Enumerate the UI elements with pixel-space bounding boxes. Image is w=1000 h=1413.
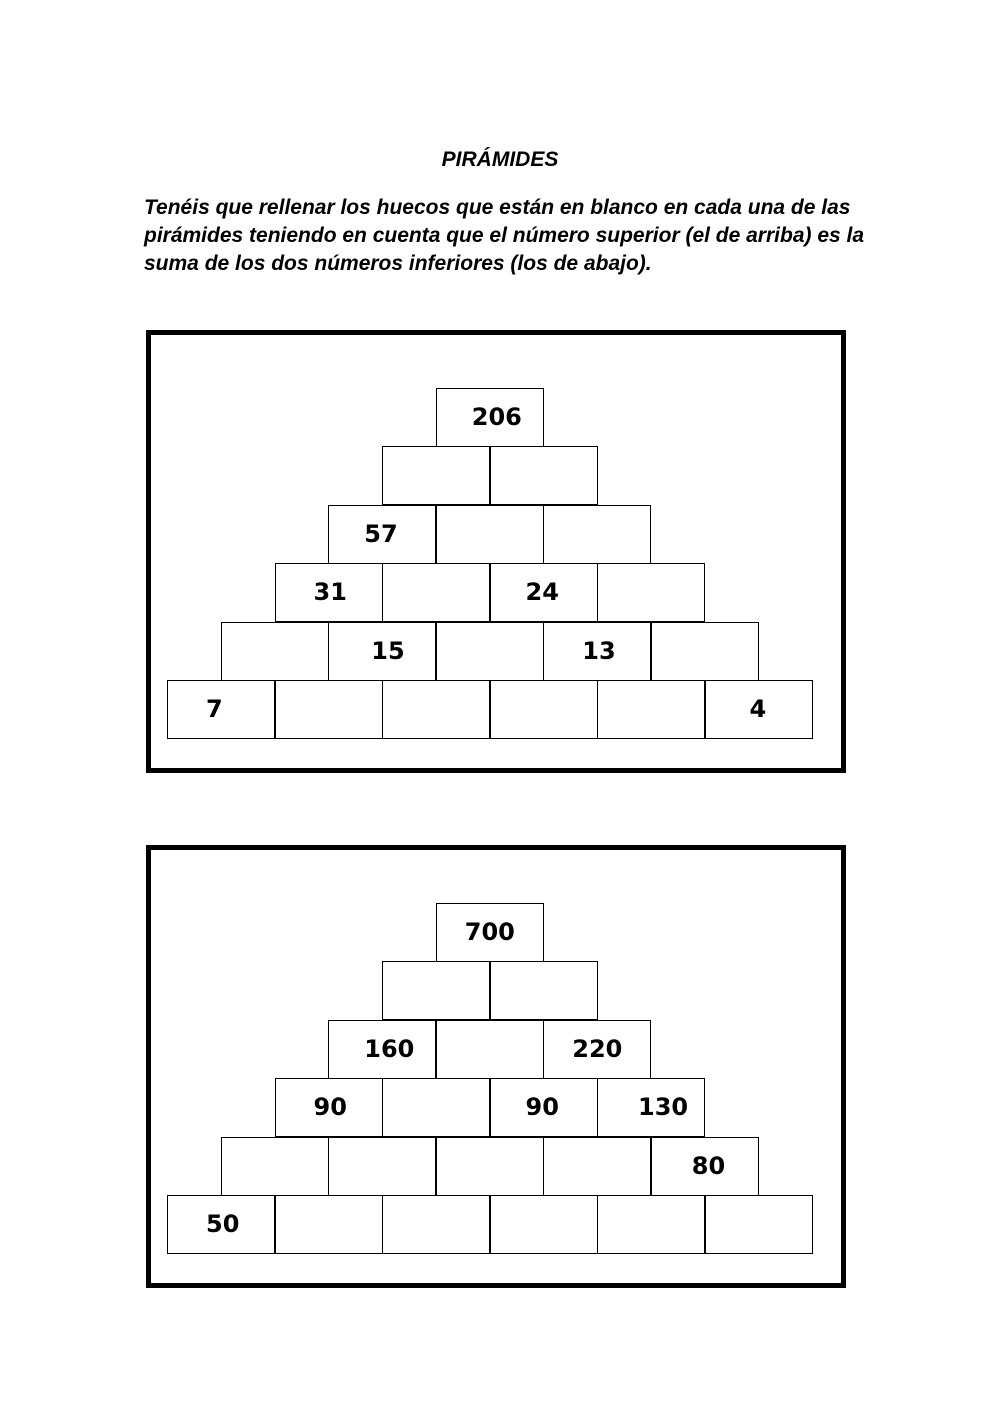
pyramid-2-cell[interactable] (436, 1137, 544, 1196)
pyramid-1-cell[interactable] (382, 563, 490, 622)
pyramid-1-cell[interactable] (275, 680, 383, 739)
pyramid-2-cell[interactable] (597, 1195, 705, 1254)
pyramid-1-cell[interactable] (651, 622, 759, 681)
pyramid-1-cell[interactable] (543, 622, 651, 681)
pyramid-number: 31 (313, 578, 347, 606)
pyramid-2-cell[interactable] (436, 1020, 544, 1079)
pyramid-number: 160 (364, 1034, 415, 1063)
pyramid-1-cell[interactable] (275, 563, 383, 622)
pyramid-2-cell[interactable] (328, 1020, 436, 1079)
pyramid-1-cell[interactable] (597, 680, 705, 739)
pyramid-number: 7 (206, 695, 223, 723)
pyramid-2-cell[interactable] (490, 1078, 598, 1137)
pyramid-1-cell[interactable] (597, 563, 705, 622)
pyramid-2-cell[interactable] (382, 1195, 490, 1254)
pyramid-number: 700 (464, 917, 515, 946)
pyramid-2-cell[interactable] (490, 1195, 598, 1254)
pyramid-1-cell[interactable] (490, 446, 598, 505)
pyramid-1-cell[interactable] (382, 680, 490, 739)
pyramid-1-cell[interactable] (221, 622, 329, 681)
pyramid-number: 57 (364, 519, 398, 548)
pyramid-1-cell[interactable] (436, 388, 544, 447)
pyramid-2-cell[interactable] (651, 1137, 759, 1196)
page-title: PIRÁMIDES (441, 148, 559, 171)
pyramid-2-cell[interactable] (436, 903, 544, 962)
pyramid-number: 206 (471, 402, 522, 431)
pyramid-2-cell[interactable] (275, 1195, 383, 1254)
pyramid-2-cell[interactable] (597, 1078, 705, 1137)
pyramid-2-cell[interactable] (490, 961, 598, 1020)
pyramid-1-cell[interactable] (705, 680, 813, 739)
pyramid-number: 80 (691, 1151, 726, 1180)
pyramid-1-cell[interactable] (436, 622, 544, 681)
pyramid-2-cell[interactable] (382, 1078, 490, 1137)
pyramid-number: 24 (525, 578, 559, 606)
pyramid-2-cell[interactable] (705, 1195, 813, 1254)
pyramid-2-cell[interactable] (382, 961, 490, 1020)
pyramid-number: 130 (638, 1093, 689, 1121)
pyramid-1-cell[interactable] (328, 622, 436, 681)
pyramid-2-cell[interactable] (167, 1195, 275, 1254)
pyramid-number: 220 (572, 1034, 623, 1063)
instructions-text: Tenéis que rellenar los huecos que están en blanco en cada una de las pirámides teniendo en cuenta que el número superior (el de arriba) es la suma de los dos números inferiores (los de abajo). (144, 196, 865, 275)
pyramid-2-cell[interactable] (221, 1137, 329, 1196)
pyramid-2-cell[interactable] (543, 1020, 651, 1079)
pyramid-2-cell[interactable] (328, 1137, 436, 1196)
pyramid-1-cell[interactable] (490, 680, 598, 739)
pyramid-1-cell[interactable] (167, 680, 275, 739)
pyramid-number: 13 (582, 636, 616, 665)
pyramid-number: 90 (525, 1093, 559, 1121)
pyramid-number: 50 (206, 1210, 240, 1238)
pyramid-number: 4 (749, 695, 767, 723)
pyramid-2-cell[interactable] (275, 1078, 383, 1137)
pyramid-1-cell[interactable] (382, 446, 490, 505)
pyramid-number: 90 (313, 1093, 347, 1121)
pyramid-1-cell[interactable] (543, 505, 651, 564)
pyramid-1-cell[interactable] (490, 563, 598, 622)
pyramid-1-cell[interactable] (328, 505, 436, 564)
pyramid-1-cell[interactable] (436, 505, 544, 564)
pyramid-2-cell[interactable] (543, 1137, 651, 1196)
pyramid-number: 15 (371, 636, 405, 665)
